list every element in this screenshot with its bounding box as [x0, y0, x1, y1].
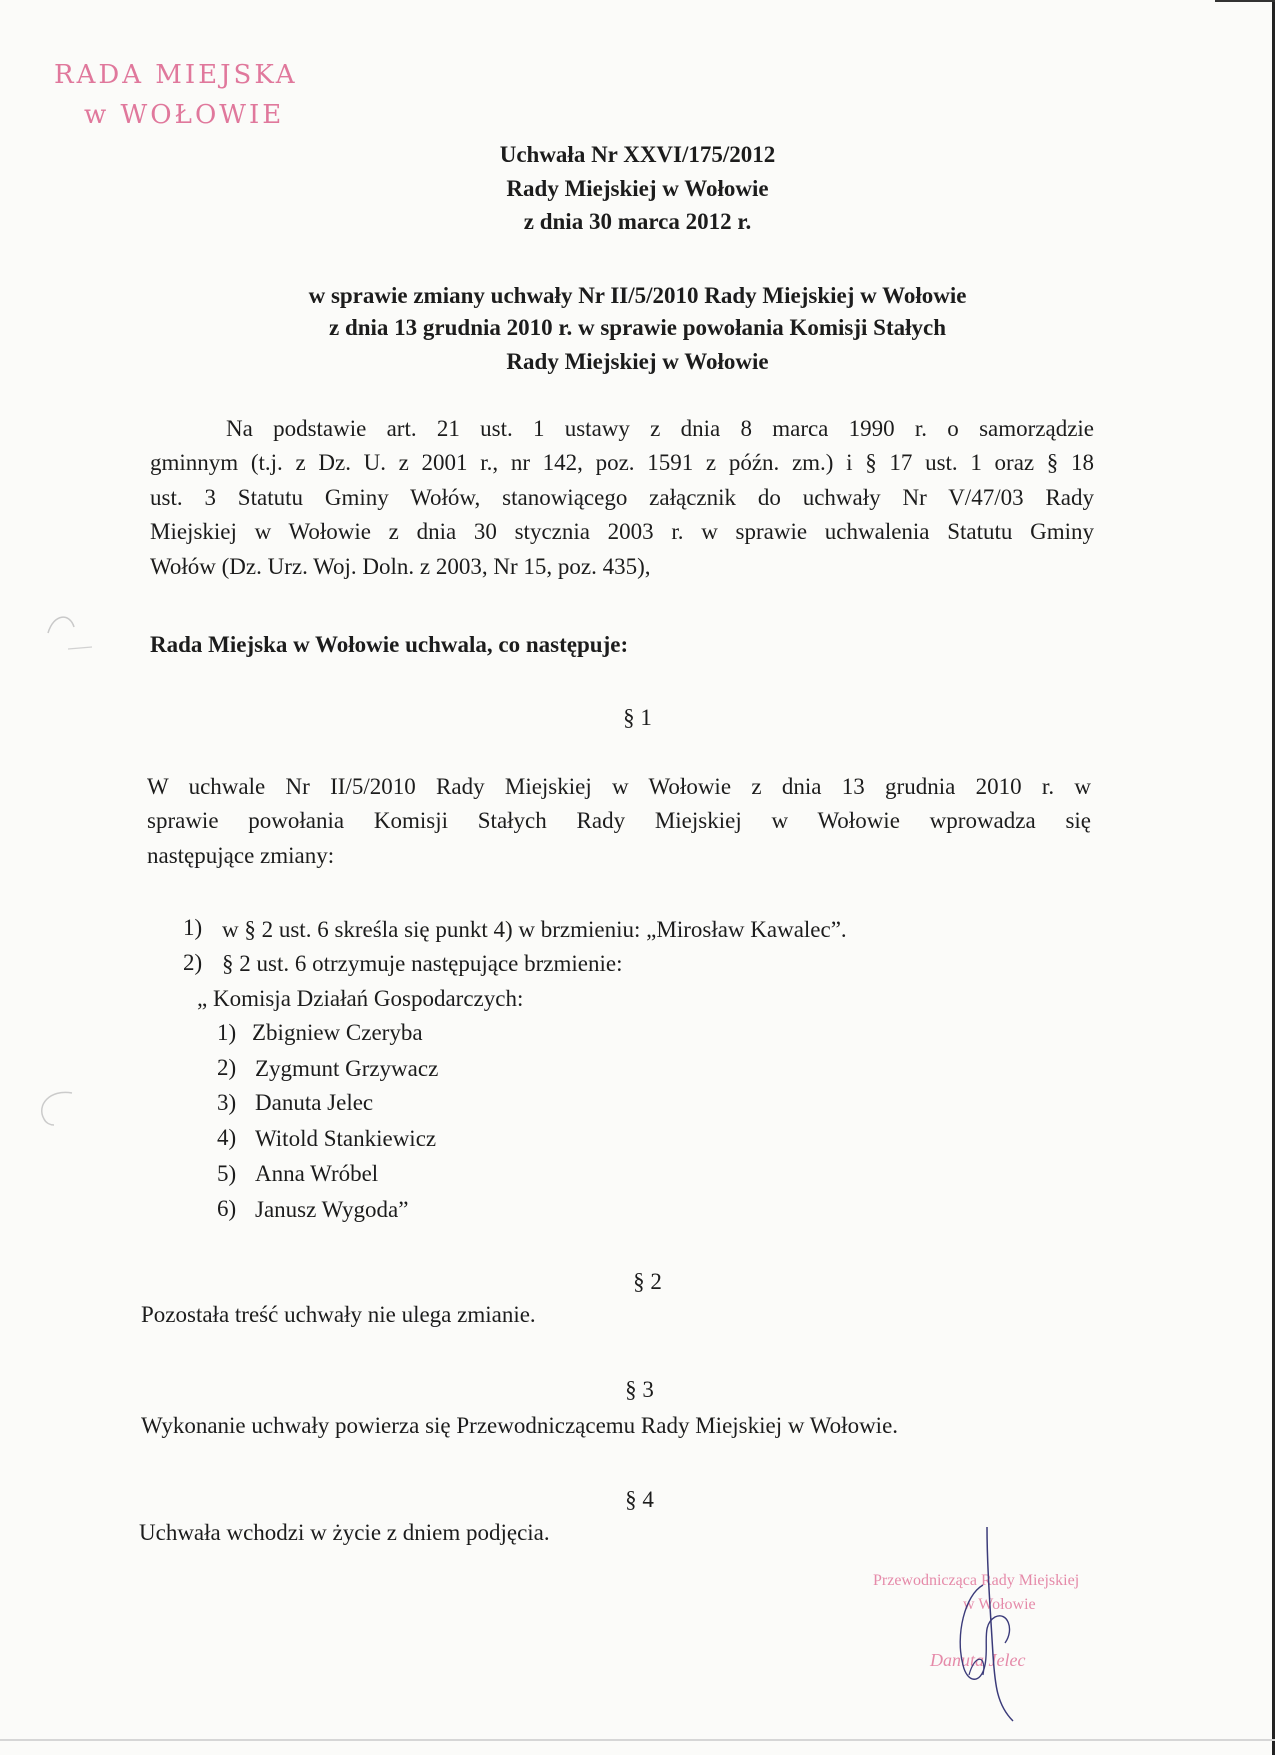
resolution-title: Uchwała Nr XXVI/175/2012	[499, 142, 776, 167]
member-5-number: 5)	[217, 1161, 237, 1186]
chair-stamp-line1: Przewodnicząca Rady Miejskiej	[873, 1572, 1080, 1589]
scan-punch-mark-1	[40, 605, 100, 655]
section-1-heading: § 1	[623, 705, 652, 730]
subject-line-1: w sprawie zmiany uchwały Nr II/5/2010 Rady Miejskiej w Wołowie	[308, 283, 967, 308]
member-6-number: 6)	[217, 1196, 237, 1221]
section-2-heading: § 2	[633, 1269, 662, 1294]
subject-line-2: z dnia 13 grudnia 2010 r. w sprawie powołania Komisji Stałych	[328, 315, 947, 340]
section-1-intro-line-2: sprawie powołania Komisji Stałych Rady Miejskiej w Wołowie wprowadza się	[147, 808, 1091, 833]
legal-basis-line-1: Na podstawie art. 21 ust. 1 ustawy z dnia 8 marca 1990 r. o samorządzie	[226, 416, 1094, 441]
section-1-intro-line-1: W uchwale Nr II/5/2010 Rady Miejskiej w Wołowie z dnia 13 grudnia 2010 r. w	[147, 774, 1091, 799]
legal-basis-line-5: Wołów (Dz. Urz. Woj. Doln. z 2003, Nr 15, poz. 435),	[150, 554, 651, 579]
section-3-heading: § 3	[625, 1377, 654, 1402]
resolution-date: z dnia 30 marca 2012 r.	[523, 209, 752, 234]
member-4-name: Witold Stankiewicz	[255, 1126, 437, 1151]
scan-edge-top	[1215, 0, 1275, 2]
legal-basis-line-3: ust. 3 Statutu Gminy Wołów, stanowiącego załącznik do uchwały Nr V/47/03 Rady	[150, 485, 1094, 510]
legal-basis-line-2: gminnym (t.j. z Dz. U. z 2001 r., nr 142, poz. 1591 z późn. zm.) i § 17 ust. 1 oraz § 18	[150, 450, 1094, 475]
change-1-number: 1)	[183, 915, 203, 940]
member-5-name: Anna Wróbel	[255, 1161, 379, 1186]
member-6-name: Janusz Wygoda”	[255, 1197, 409, 1222]
chair-stamp-name: Danuta Jelec	[930, 1650, 1026, 1670]
resolution-council: Rady Miejskiej w Wołowie	[506, 176, 769, 201]
legal-basis-line-4: Miejskiej w Wołowie z dnia 30 stycznia 2003 r. w sprawie uchwalenia Statutu Gminy	[150, 519, 1094, 544]
section-1-intro-line-3: następujące zmiany:	[147, 843, 335, 868]
scan-edge-bottom	[0, 1739, 1275, 1741]
scan-punch-mark-2	[32, 1085, 87, 1135]
change-1-text: w § 2 ust. 6 skreśla się punkt 4) w brzmieniu: „Mirosław Kawalec”.	[222, 917, 847, 942]
resolves-statement: Rada Miejska w Wołowie uchwala, co następuje:	[150, 632, 629, 657]
section-4-text: Uchwała wchodzi w życie z dniem podjęcia.	[139, 1520, 550, 1545]
subject-line-3: Rady Miejskiej w Wołowie	[506, 349, 769, 374]
change-2-number: 2)	[183, 950, 203, 975]
section-2-text: Pozostała treść uchwały nie ulega zmianie.	[141, 1302, 536, 1327]
handwritten-signature	[935, 1525, 1035, 1725]
member-1-name: Zbigniew Czeryba	[252, 1020, 423, 1045]
member-3-number: 3)	[217, 1090, 237, 1115]
chair-stamp-line2: w Wołowie	[963, 1596, 1036, 1613]
council-stamp-line2: w WOŁOWIE	[84, 100, 285, 130]
member-1-number: 1)	[217, 1020, 237, 1045]
section-4-heading: § 4	[625, 1487, 654, 1512]
commission-name: „ Komisja Działań Gospodarczych:	[197, 986, 524, 1011]
member-2-number: 2)	[217, 1055, 237, 1080]
council-stamp-line1: RADA MIEJSKA	[54, 60, 298, 90]
member-3-name: Danuta Jelec	[255, 1090, 374, 1115]
member-2-name: Zygmunt Grzywacz	[255, 1056, 439, 1081]
change-2-text: § 2 ust. 6 otrzymuje następujące brzmienie:	[222, 951, 623, 976]
section-3-text: Wykonanie uchwały powierza się Przewodniczącemu Rady Miejskiej w Wołowie.	[141, 1413, 899, 1438]
member-4-number: 4)	[217, 1125, 237, 1150]
